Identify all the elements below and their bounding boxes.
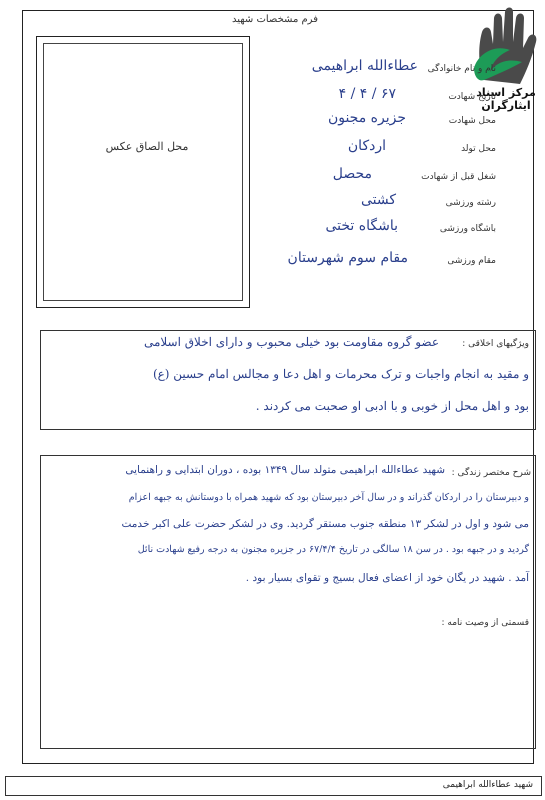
field-sport [256, 192, 496, 214]
footer-caption-box [5, 776, 542, 796]
field-martyrdom-place [256, 110, 496, 132]
field-label: محل تولد [461, 144, 496, 154]
photo-frame [36, 36, 250, 308]
traits-box [40, 330, 536, 430]
traits-line: بود و اهل محل از خوبی و با ادبی او صحبت می کردند . [255, 399, 529, 413]
form-title: فرم مشخصات شهید [232, 14, 318, 25]
field-value: کشتی [360, 192, 396, 208]
field-label: باشگاه ورزشی [439, 224, 496, 234]
bio-line: و دبیرستان را در اردکان گذراند و در سال آخر دبیرستان بود که شهید همراه با دوستانش به جبهه اعزام [128, 492, 529, 503]
field-value: مقام سوم شهرستان [287, 250, 408, 266]
field-occupation [256, 166, 496, 188]
field-label: مقام ورزشی [447, 256, 496, 266]
field-label: شغل قبل از شهادت [421, 172, 496, 182]
photo-inner-frame [43, 43, 243, 301]
bio-line: گردید و در جبهه بود . در سن ۱۸ سالگی در تاریخ ۶۷/۴/۴ در جزیره مجنون به درجه رفیع شهادت نائل [137, 544, 529, 555]
bio-label: شرح مختصر زندگی : [451, 468, 531, 478]
biography-box [40, 455, 536, 749]
traits-label: ویژگیهای اخلاقی : [462, 339, 529, 349]
field-martyrdom-date [256, 86, 496, 108]
field-value: ۶۷ / ۴ / ۴ [338, 86, 396, 102]
field-value: جزیره مجنون [327, 110, 406, 126]
bio-line: آمد . شهید در یگان خود از اعضای فعال بسیج و تقوای بسیار بود . [245, 572, 529, 584]
field-label: تاریخ شهادت [448, 92, 496, 102]
bio-line: شهید عطاءالله ابراهیمی متولد سال ۱۳۴۹ بوده ، دوران ابتدایی و راهنمایی [125, 464, 445, 476]
field-value: اردکان [347, 138, 386, 154]
field-value: عطاءالله ابراهیمی [311, 58, 418, 74]
traits-line: و مقید به انجام واجبات و ترک محرمات و اهل دعا و مجالس امام حسین (ع) [152, 367, 529, 381]
bio-line: می شود و اول در لشکر ۱۳ منطقه جنوب مستقر گردید. وی در لشکر حضرت علی اکبر خدمت [121, 518, 529, 530]
traits-line: عضو گروه مقاومت بود خیلی محبوب و دارای اخلاق اسلامی [143, 335, 439, 349]
field-label: محل شهادت [448, 116, 496, 126]
field-name [256, 58, 496, 80]
field-label: نام و نام خانوادگی [427, 64, 496, 74]
field-rank [256, 250, 496, 272]
field-value: باشگاه تختی [325, 218, 398, 234]
field-value: محصل [332, 166, 372, 182]
field-birthplace [256, 138, 496, 160]
photo-label: محل الصاق عکس [105, 140, 189, 153]
will-label: قسمتی از وصیت نامه : [441, 618, 529, 628]
footer-caption: شهید عطاءالله ابراهیمی [442, 780, 533, 790]
logo-text: مرکز اسناد ایثارگران [476, 86, 536, 112]
field-label: رشته ورزشی [445, 198, 496, 208]
field-club [256, 218, 496, 240]
